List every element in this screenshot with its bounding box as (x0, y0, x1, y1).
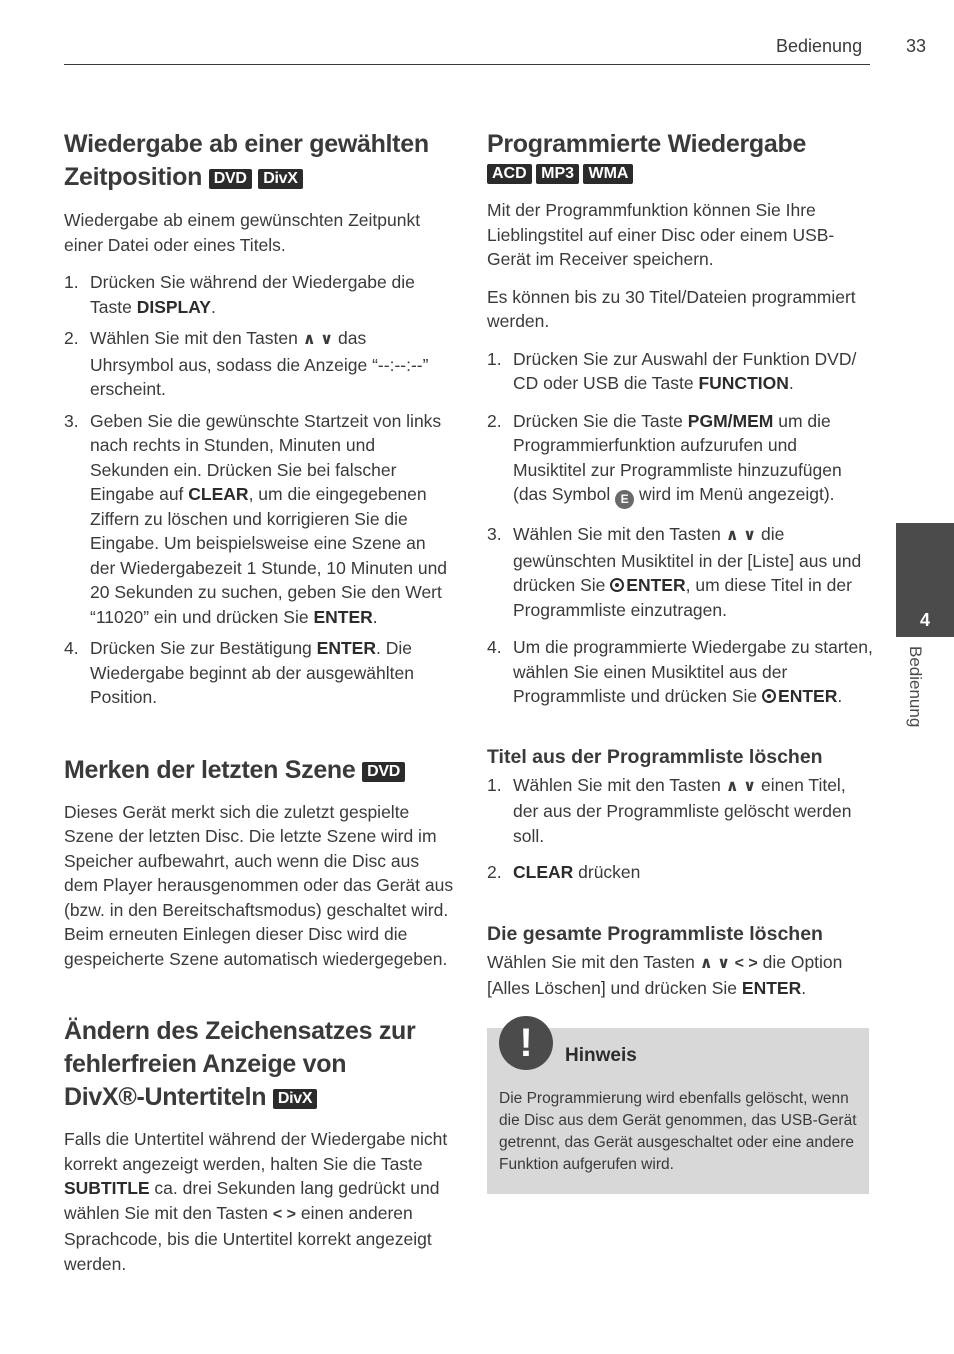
section-subtitle-charset (64, 1015, 454, 1276)
section-body: Falls die Untertitel während der Wiedergabe nicht korrekt angezeigt werden, halten Sie die Taste SUBTITLE ca. drei Sekunden lang gedrückt und wählen Sie mit den Tasten < > einen anderen Sprachcode, bis die Untertitel korrekt angezeigt werden. (64, 1129, 448, 1274)
divx-badge: DivX (273, 1089, 317, 1109)
program-e-icon: E (615, 490, 634, 509)
list-item: 2. Drücken Sie die Taste PGM/MEM um die Programmierfunktion aufzurufen und Musiktitel zur Programmliste hinzuzufügen (das Symbol E wird im Menü angezeigt). (487, 409, 873, 510)
mp3-badge: MP3 (536, 164, 579, 184)
key-subtitle: SUBTITLE (64, 1178, 150, 1198)
section-intro: Mit der Programmfunktion können Sie Ihre Lieblingstitel auf einer Disc oder einem USB-Gerät im Receiver speichern. (487, 200, 835, 269)
header-rule (64, 64, 870, 65)
key-pgm-mem: PGM/MEM (687, 410, 774, 431)
section-body: Wählen Sie mit den Tasten ∧ ∨ < > die Option [Alles Löschen] und drücken Sie ENTER. (487, 951, 843, 998)
key-function: FUNCTION (698, 373, 789, 393)
section-intro: Es können bis zu 30 Titel/Dateien programmiert werden. (487, 286, 856, 331)
right-column (487, 128, 873, 1194)
key-clear: CLEAR (188, 484, 249, 504)
left-column (64, 128, 454, 1276)
step-list (487, 773, 873, 885)
note-box (487, 1020, 869, 1194)
dvd-badge: DVD (209, 169, 252, 189)
section-title: Programmierte Wiedergabe (487, 130, 807, 158)
section-program-playback (487, 128, 873, 709)
section-body: Dieses Gerät merkt sich die zuletzt gespielte Szene der letzten Disc. Die letzte Szene wird im Speicher aufbewahrt, auch wenn die Disc aus dem Player herausgenommen oder das Gerät aus (bzw. in den Bereitschaftsmodus) geschaltet wird. Beim erneuten Einlegen dieser Disc wird die gespeicherte Szene automatisch wiedergegeben. (64, 801, 454, 969)
key-enter: ENTER (316, 638, 376, 658)
list-item: 1. Drücken Sie während der Wiedergabe die Taste DISPLAY. (64, 272, 415, 317)
key-clear: CLEAR (513, 862, 574, 882)
note-text: Die Programmierung wird ebenfalls gelöscht, wenn die Disc aus dem Gerät genommen, das USB-Gerät getrennt, das Gerät ausgeschaltet oder eine andere Funktion aufgerufen wird. (499, 1089, 857, 1173)
title-text: Wiedergabe ab einer gewählten Zeitposition (64, 130, 429, 191)
chapter-number: 4 (919, 610, 930, 630)
page-number: 33 (906, 36, 927, 56)
section-title: Merken der letzten Szene DVD (64, 754, 454, 787)
enter-target-icon (762, 689, 776, 703)
key-enter: ENTER (778, 686, 838, 706)
step-list (487, 347, 873, 709)
section-last-scene (64, 754, 454, 972)
dvd-badge: DVD (362, 762, 405, 782)
wma-badge: WMA (583, 164, 633, 184)
up-down-arrows-icon: ∧ ∨ (725, 777, 757, 795)
step-list (64, 270, 454, 710)
left-right-arrows-icon: < > (272, 1205, 296, 1223)
note-title: Hinweis (565, 1044, 637, 1066)
list-item: 2. CLEAR drücken (487, 862, 641, 882)
list-item: 1. Drücken Sie zur Auswahl der Funktion DVD/ CD oder USB die Taste FUNCTION. (487, 348, 857, 393)
list-item: 4. Drücken Sie zur Bestätigung ENTER. Die Wiedergabe beginnt ab der ausgewählten Position. (64, 638, 414, 707)
divx-badge: DivX (258, 169, 302, 189)
chapter-tab (896, 523, 954, 637)
direction-arrows-icon: ∧ ∨ < > (699, 954, 758, 972)
format-badges (487, 164, 873, 184)
key-enter: ENTER (626, 575, 686, 595)
up-down-arrows-icon: ∧ ∨ (302, 331, 334, 348)
up-down-arrows-icon: ∧ ∨ (725, 527, 757, 544)
acd-badge: ACD (487, 164, 532, 184)
section-title: Ändern des Zeichensatzes zur fehlerfreien Anzeige von DivX®-Untertiteln DivX (64, 1017, 416, 1111)
section-intro: Wiedergabe ab einem gewünschten Zeitpunkt einer Datei oder eines Titels. (64, 210, 421, 255)
subsection-title: Titel aus der Programmliste löschen (487, 745, 823, 768)
exclamation-icon: ! (499, 1016, 553, 1070)
chapter-label: Bedienung (906, 646, 925, 728)
running-header-section: Bedienung (776, 36, 863, 56)
list-item: 2. Wählen Sie mit den Tasten ∧ ∨ das Uhrsymbol aus, sodass die Anzeige “--:--:--” erscheint. (64, 328, 429, 399)
enter-target-icon (610, 578, 624, 592)
key-enter: ENTER (313, 606, 373, 627)
section-delete-all (487, 921, 873, 1001)
subsection-title: Die gesamte Programmliste löschen (487, 922, 823, 945)
key-enter: ENTER (741, 978, 802, 998)
list-item: 4. Um die programmierte Wiedergabe zu starten, wählen Sie einen Musiktitel aus der Programmliste und drücken Sie ENTER. (487, 637, 873, 706)
section-delete-title (487, 744, 873, 885)
section-title (64, 128, 454, 194)
list-item: 3. Wählen Sie mit den Tasten ∧ ∨ die gewünschten Musiktitel in der [Liste] aus und drücken Sie ENTER, um diese Titel in der Programmliste einzutragen. (487, 524, 862, 620)
section-time-position (64, 128, 454, 710)
list-item: 1. Wählen Sie mit den Tasten ∧ ∨ einen Titel, der aus der Programmliste gelöscht werden soll. (487, 774, 852, 846)
key-display: DISPLAY (136, 296, 211, 317)
list-item: 3. Geben Sie die gewünschte Startzeit von links nach rechts in Stunden, Minuten und Sekunden ein. Drücken Sie bei falscher Eingabe auf CLEAR, um die eingegebenen Ziffern zu löschen und korrigieren Sie die Eingabe. Um beispielsweise eine Szene an der Wiedergabezeit 1 Stunde, 10 Minuten und 20 Sekunden zu suchen, geben Sie den Wert “11020” ein und drücken Sie ENTER. (64, 410, 448, 627)
